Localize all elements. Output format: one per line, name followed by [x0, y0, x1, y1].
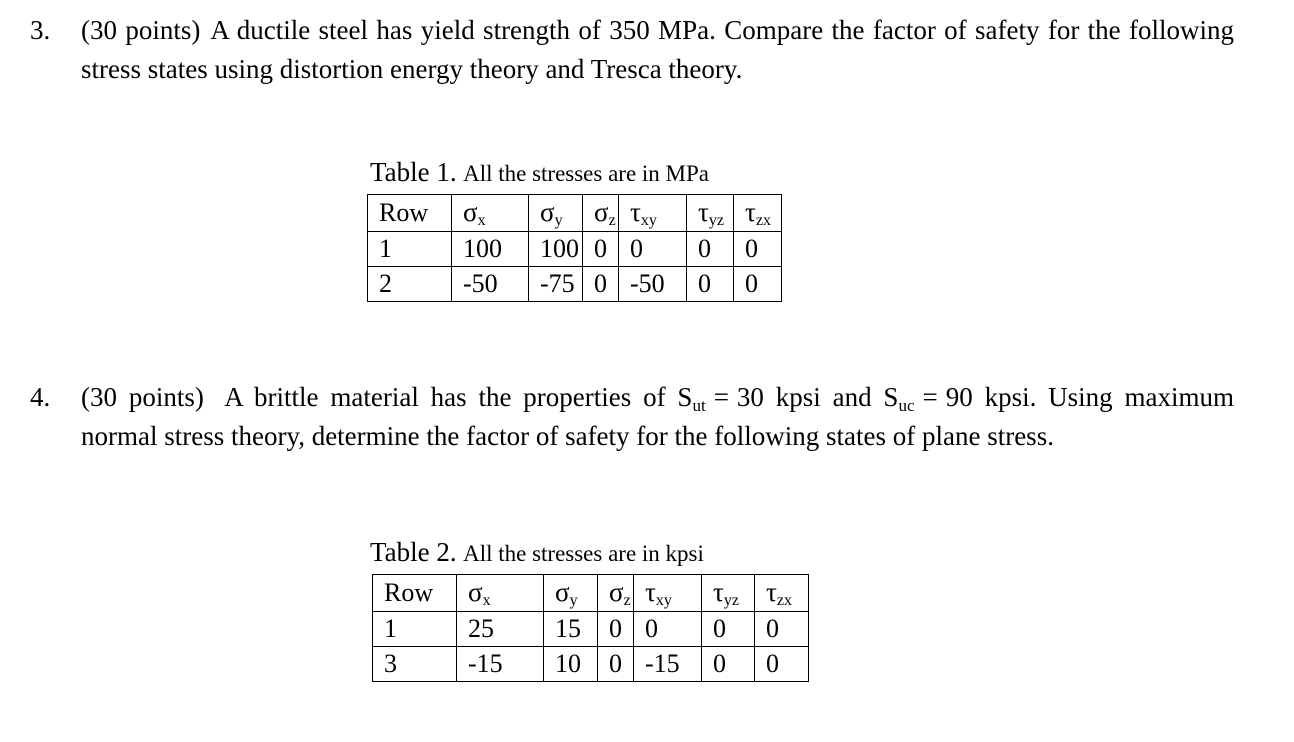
cell: 100	[529, 232, 583, 267]
cell: 0	[702, 612, 755, 647]
header-tau-yz: $\tau_{yz}$	[702, 575, 755, 612]
table-2-caption-number: Table 2.	[370, 537, 457, 567]
problem-4-text-before: A brittle material has the properties of S	[224, 382, 693, 412]
header-sigma-y: $\sigma_y$	[529, 195, 583, 232]
cell: 0	[755, 647, 809, 682]
table-row	[373, 647, 809, 682]
cell: 10	[544, 647, 598, 682]
header-sigma-z: $\sigma_z$	[598, 575, 634, 612]
cell: 0	[755, 612, 809, 647]
cell: 3	[373, 647, 457, 682]
table-1-header-row	[368, 195, 782, 232]
table-row	[368, 232, 782, 267]
cell: 0	[619, 232, 687, 267]
sut-subscript: ut	[692, 396, 706, 415]
problem-4-body	[81, 378, 1234, 456]
header-tau-xy: $\tau_{xy}$	[634, 575, 702, 612]
table-2	[372, 574, 809, 682]
table-2-caption-text: All the stresses are in kpsi	[463, 541, 704, 566]
table-1-caption	[370, 157, 709, 189]
cell: 0	[687, 232, 734, 267]
table-2-header-row	[373, 575, 809, 612]
cell: -75	[529, 267, 583, 302]
header-tau-zx: $\tau_{zx}$	[755, 575, 809, 612]
header-sigma-y: $\sigma_y$	[544, 575, 598, 612]
problem-3-body	[81, 11, 1234, 89]
header-row: Row	[373, 575, 457, 612]
problem-4-number: 4.	[30, 382, 51, 412]
cell: -50	[452, 267, 529, 302]
cell: 1	[373, 612, 457, 647]
cell: -50	[619, 267, 687, 302]
cell: 0	[583, 267, 619, 302]
cell: 0	[598, 612, 634, 647]
equals-sign: =	[713, 382, 729, 412]
cell: 2	[368, 267, 452, 302]
cell: -15	[634, 647, 702, 682]
cell: 0	[583, 232, 619, 267]
table-1	[367, 194, 782, 302]
cell: -15	[457, 647, 544, 682]
problem-3	[30, 11, 1234, 89]
cell: 0	[634, 612, 702, 647]
header-sigma-z: $\sigma_z$	[583, 195, 619, 232]
sut-value: 30 kpsi and S	[736, 382, 899, 412]
problem-3-points: (30 points)	[81, 15, 201, 45]
cell: 0	[734, 267, 782, 302]
table-1-caption-text: All the stresses are in MPa	[463, 161, 710, 186]
suc-subscript: uc	[898, 396, 915, 415]
cell: 0	[598, 647, 634, 682]
problem-4	[30, 378, 1234, 456]
header-tau-yz: $\tau_{yz}$	[687, 195, 734, 232]
equals-sign: =	[922, 382, 938, 412]
cell: 0	[734, 232, 782, 267]
cell: 1	[368, 232, 452, 267]
problem-4-points: (30 points)	[81, 382, 204, 412]
header-sigma-x: $\sigma_x$	[457, 575, 544, 612]
table-2-caption	[370, 537, 704, 569]
problem-3-number: 3.	[30, 15, 51, 45]
header-tau-xy: $\tau_{xy}$	[619, 195, 687, 232]
header-row: Row	[368, 195, 452, 232]
problem-3-text: A ductile steel has yield strength of 350 MPa. Compare the factor of safety for the following stress states using distortion energy theory and Tresca theory.	[81, 15, 1235, 84]
problem-4-text-after: 90 kpsi. Using maximum normal stress theory, determine the factor of safety for the following states of plane stress.	[81, 382, 1235, 451]
table-row	[368, 267, 782, 302]
cell: 0	[702, 647, 755, 682]
header-sigma-x: $\sigma_x$	[452, 195, 529, 232]
cell: 25	[457, 612, 544, 647]
table-row	[373, 612, 809, 647]
cell: 100	[452, 232, 529, 267]
cell: 15	[544, 612, 598, 647]
cell: 0	[687, 267, 734, 302]
table-1-caption-number: Table 1.	[370, 157, 457, 187]
header-tau-zx: $\tau_{zx}$	[734, 195, 782, 232]
